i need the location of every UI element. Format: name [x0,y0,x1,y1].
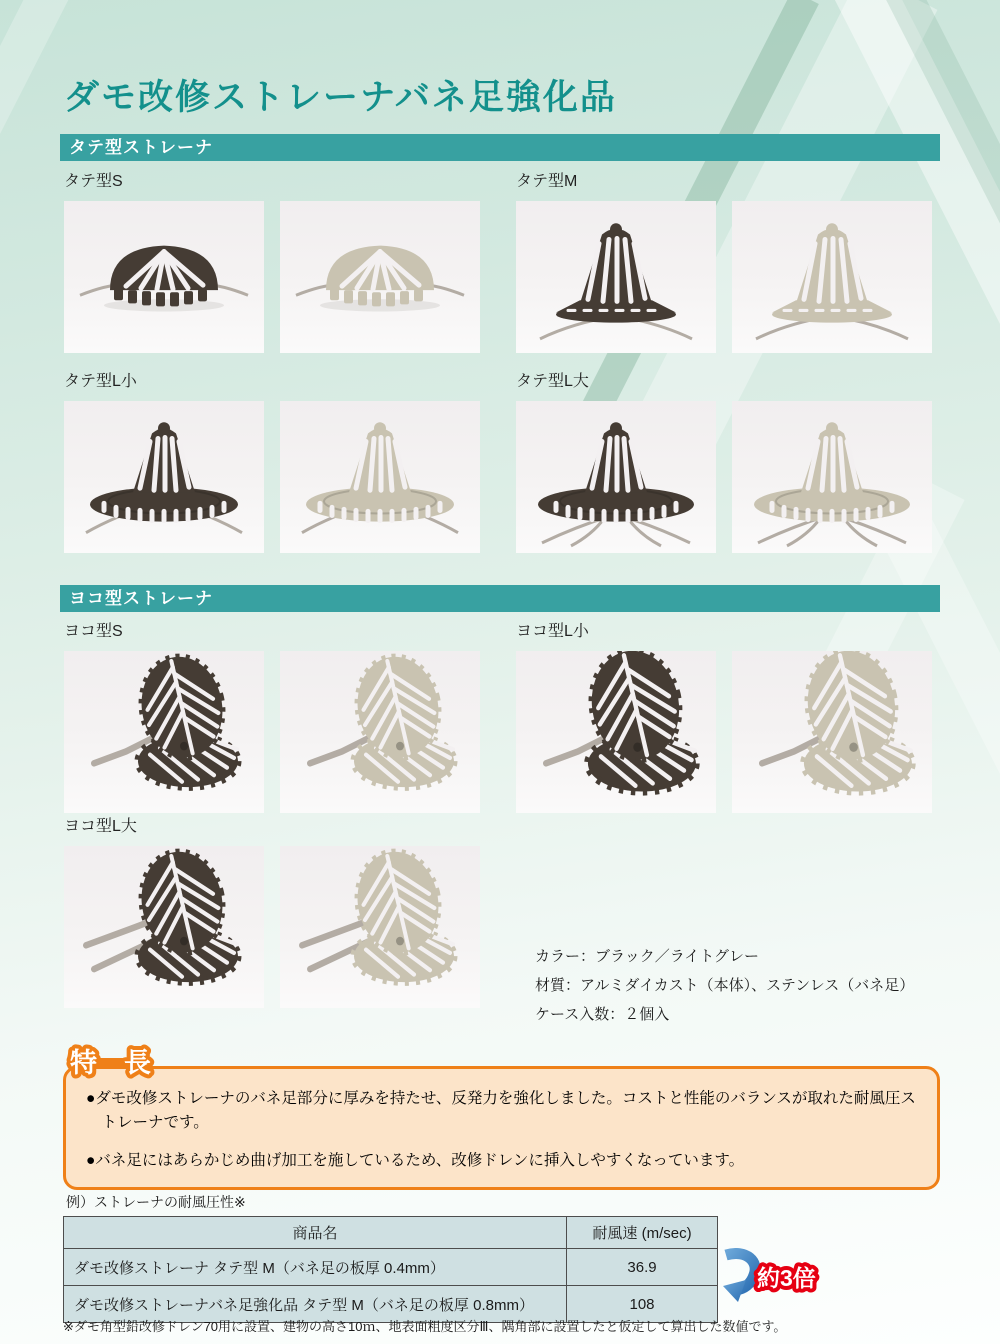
features-badge [66,1038,226,1084]
ratio-badge [752,1256,872,1296]
product-photo-black [64,651,264,813]
product-label: タテ型S [64,173,123,190]
product-group-tate-m [516,168,932,353]
product-photo-black [516,651,716,813]
strainer-illustration [280,846,480,1008]
product-label: タテ型L大 [516,373,589,390]
product-name-cell: ダモ改修ストレーナ タテ型 M（バネ足の板厚 0.4mm） [64,1249,567,1286]
strainer-illustration [64,846,264,1008]
wind-speed-cell: 36.9 [567,1249,718,1286]
product-photo-black [64,846,264,1008]
spec-line: カラー：ブラック／ライトグレー [535,948,759,965]
features-box [63,1066,940,1190]
product-photo-grey [280,401,480,553]
product-group-yoko-l-large [64,813,480,1008]
strainer-illustration [732,651,932,813]
feature-item: ●バネ足にはあらかじめ曲げ加工を施しているため、改修ドレンに挿入しやすくなっています。 [86,1152,745,1170]
strainer-illustration [516,401,716,553]
section-header-tate: タテ型ストレーナ [60,134,940,161]
strainer-illustration [64,201,264,353]
product-group-yoko-l-small [516,618,932,813]
strainer-illustration [280,401,480,553]
table-header-cell: 耐風速 (m/sec) [567,1217,718,1249]
product-label: タテ型L小 [64,373,137,390]
product-group-tate-l-small [64,368,480,553]
table-caption: 例）ストレーナの耐風圧性※ [66,1194,246,1210]
product-photo-black [64,201,264,353]
product-photo-grey [732,651,932,813]
product-photo-grey [732,201,932,353]
wind-speed-cell: 108 [567,1286,718,1323]
product-group-tate-s [64,168,480,353]
table-footnote: ※ダモ角型鉛改修ドレン70用に設置、建物の高さ10ｍ、地表面粗度区分Ⅲ、隅角部に設置したと仮定して算出した数値です。 [63,1319,787,1334]
product-group-yoko-s [64,618,480,813]
product-photo-grey [280,846,480,1008]
strainer-illustration [516,651,716,813]
product-photo-black [64,401,264,553]
product-name-cell: ダモ改修ストレーナバネ足強化品 タテ型 M（バネ足の板厚 0.8mm） [64,1286,567,1323]
product-photo-grey [732,401,932,553]
wind-resistance-table [63,1216,718,1323]
page-title: ダモ改修ストレーナバネ足強化品 [64,78,617,117]
product-label: ヨコ型L大 [64,818,137,835]
feature-item: ●ダモ改修ストレーナのバネ足部分に厚みを持たせ、反発力を強化しました。コストと性能のバランスが取れた耐風圧ストレーナです。 [86,1090,916,1132]
product-specs [535,942,914,1029]
table-header-cell: 商品名 [64,1217,567,1249]
product-photo-black [516,201,716,353]
strainer-illustration [516,201,716,353]
product-photo-grey [280,651,480,813]
ratio-badge-text: 約3倍 [757,1265,816,1291]
features-badge-text: 特 長 [70,1048,151,1078]
strainer-illustration [280,651,480,813]
strainer-illustration [64,401,264,553]
strainer-illustration [732,401,932,553]
table-header-row [64,1217,718,1249]
section-header-yoko: ヨコ型ストレーナ [60,585,940,612]
spec-line: 材質：アルミダイカスト（本体）、ステンレス（バネ足） [535,977,915,994]
product-photo-black [516,401,716,553]
table-row [64,1249,718,1286]
product-group-tate-l-large [516,368,932,553]
strainer-illustration [64,651,264,813]
spec-line: ケース入数：２個入 [535,1006,670,1023]
product-photo-grey [280,201,480,353]
strainer-illustration [280,201,480,353]
strainer-illustration [732,201,932,353]
product-label: タテ型M [516,173,578,190]
product-label: ヨコ型S [64,623,123,640]
product-label: ヨコ型L小 [516,623,589,640]
